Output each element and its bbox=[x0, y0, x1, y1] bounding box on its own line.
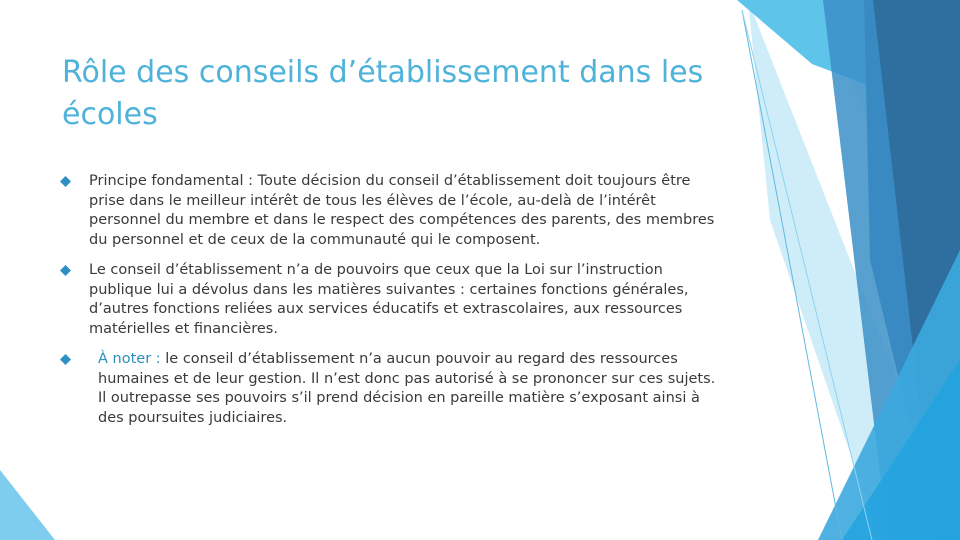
bullet-item-powers bbox=[60, 261, 720, 339]
note-text-block bbox=[89, 350, 720, 428]
left-bottom-triangle-shape bbox=[0, 470, 55, 540]
bullet-text: Principe fondamental : Toute décision du conseil d’établissement doit toujours être prise dans le meilleur intérêt de tous les élèves de l’école, au-delà de l’intérêt personnel du membre et dans le respect des compétences des parents, des membres du personnel et de ceux de la communauté qui le composent. bbox=[89, 173, 715, 248]
bullet-text: Le conseil d’établissement n’a de pouvoirs que ceux que la Loi sur l’instruction publique lui a dévolus dans les matières suivantes : certaines fonctions générales, d’autres fonctions reliées aux services éducatifs et extrascolaires, aux ressources matérielles et financières. bbox=[89, 262, 689, 337]
bullet-item-principle bbox=[60, 172, 720, 250]
bullet-text: le conseil d’établissement n’a aucun pouvoir au regard des ressources humaines et de leur gestion. Il n’est donc pas autorisé à se prononcer sur ces sujets. Il outrepasse ses pouvoirs s’il prend décision en pareille matière s’exposant ainsi à des poursuites judiciaires. bbox=[98, 351, 716, 426]
note-label: À noter : bbox=[98, 351, 161, 367]
diamond-bullet-icon bbox=[60, 354, 71, 365]
diamond-bullet-icon bbox=[60, 265, 71, 276]
bullet-list bbox=[60, 172, 720, 439]
diamond-bullet-icon bbox=[60, 176, 71, 187]
bullet-item-note bbox=[60, 350, 720, 428]
slide-title: Rôle des conseils d’établissement dans les écoles bbox=[62, 55, 704, 132]
